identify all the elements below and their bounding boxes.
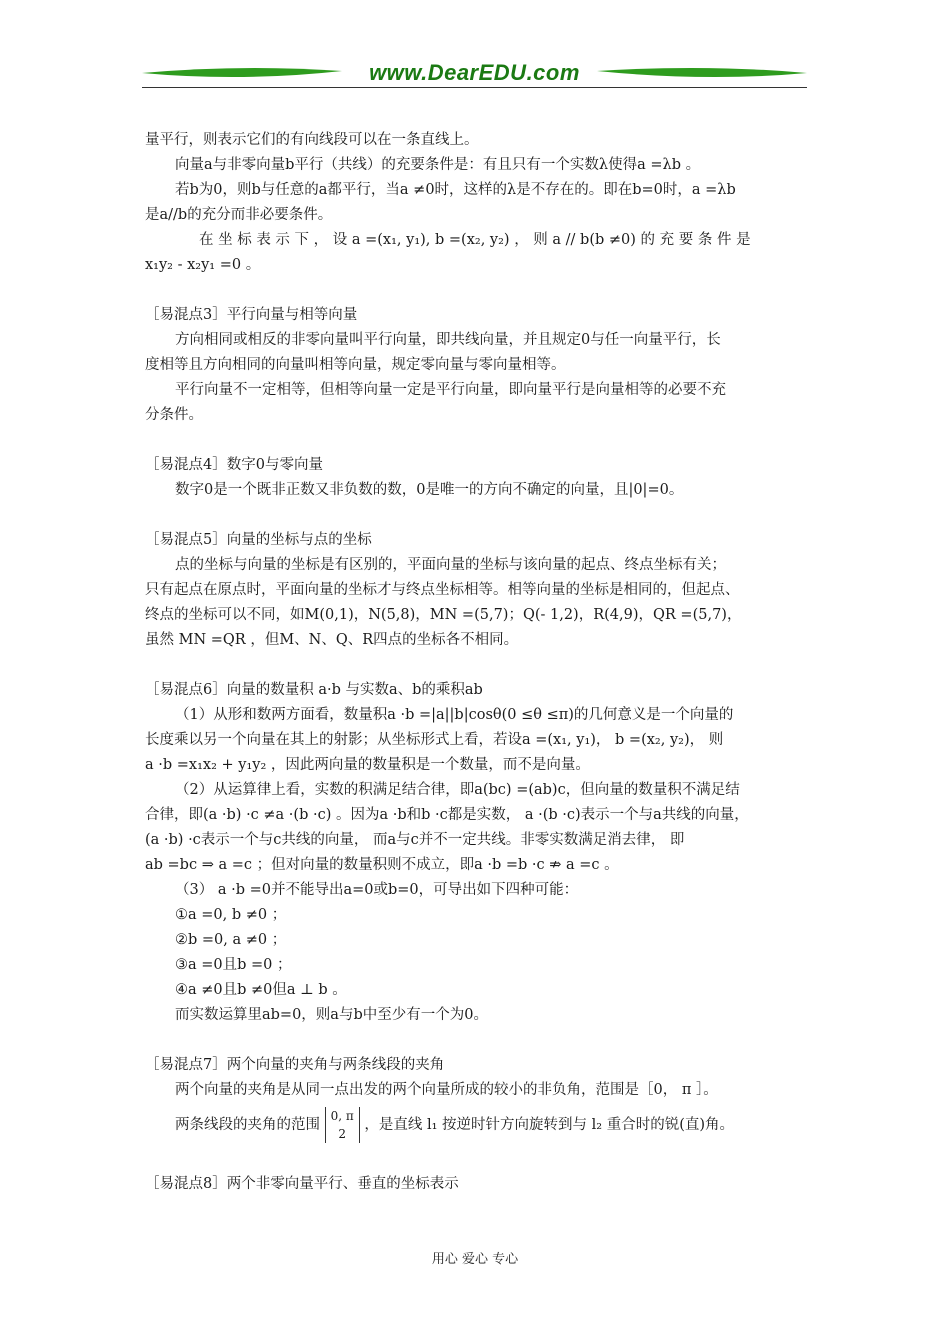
paragraph-line: 点的坐标与向量的坐标是有区别的，平面向量的坐标与该向量的起点、终点坐标有关； — [175, 557, 726, 573]
header-rule — [142, 87, 807, 88]
page-footer: 用心 爱心 专心 — [431, 1252, 519, 1267]
paragraph-line: 合律，即(a ·b) ·c ≠a ·(b ·c) 。因为a ·b和b ·c都是实数， a ·(b ·c)表示一个与a共线的向量， — [145, 807, 749, 823]
paragraph-line: 方向相同或相反的非零向量叫平行向量，即共线向量，并且规定0与任一向量平行，长 — [175, 332, 721, 348]
paragraph-line: 两个向量的夹角是从同一点出发的两个向量所成的较小的非负角，范围是［0， π ］。 — [175, 1082, 718, 1098]
paragraph-line: 分条件。 — [145, 407, 203, 423]
list-item: ②b =0, a ≠0 ； — [175, 932, 287, 948]
paragraph-line: 若b为0，则b与任意的a都平行，当a ≠0时，这样的λ是不存在的。即在b=0时，a =λb — [175, 182, 736, 198]
paragraph-line: 只有起点在原点时，平面向量的坐标才与终点坐标相等。相等向量的坐标是相同的，但起点、 — [145, 582, 740, 598]
range-text-cont: ，是直线 l₁ 按逆时针方向旋转到与 l₂ 重合时的锐(直)角。 — [364, 1117, 735, 1133]
paragraph-line: （2）从运算律上看，实数的积满足结合律，即a(bc) =(ab)c，但向量的数量积不满足结 — [175, 782, 740, 798]
paragraph-line: 度相等且方向相同的向量叫相等向量，规定零向量与零向量相等。 — [145, 357, 566, 373]
list-item: ④a ≠0且b ≠0但a ⊥ b 。 — [175, 982, 347, 998]
paragraph-line — [145, 1103, 807, 1147]
paragraph-line: 是a//b的充分而非必要条件。 — [145, 207, 333, 223]
leaf-decoration-left — [142, 66, 342, 80]
list-item: ①a =0, b ≠0 ； — [175, 907, 287, 923]
paragraph-line: (a ·b) ·c表示一个与c共线的向量， 而a与c并不一定共线。非零实数满足消去律， 即 — [145, 832, 685, 848]
paragraph-line: 向量a与非零向量b平行（共线）的充要条件是：有且只有一个实数λ使得a =λb 。 — [175, 157, 701, 173]
document-body — [145, 128, 807, 1197]
section-heading: ［易混点7］两个向量的夹角与两条线段的夹角 — [145, 1057, 445, 1073]
section-heading: ［易混点5］向量的坐标与点的坐标 — [145, 532, 372, 548]
paragraph-line: ab =bc ⇒ a =c ；但对向量的数量积则不成立，即a ·b =b ·c ⇏ a =c 。 — [145, 857, 619, 873]
site-logo: www.DearEDU.com — [369, 60, 580, 85]
leaf-decoration-right — [597, 66, 807, 80]
paragraph-line: （3） a ·b =0并不能导出a=0或b=0，可导出如下四种可能： — [175, 882, 579, 898]
page-header — [142, 62, 807, 94]
paragraph-line: 长度乘以另一个向量在其上的射影；从坐标形式上看，若设a =(x₁, y₁)， b =(x₂, y₂)， 则 — [145, 732, 724, 748]
paragraph-line: 虽然 MN =QR ，但M、N、Q、R四点的坐标各不相同。 — [145, 632, 519, 648]
section-heading: ［易混点4］数字0与零向量 — [145, 457, 323, 473]
angle-range-bracket: 0, π 2 — [325, 1107, 360, 1143]
section-heading: ［易混点6］向量的数量积 a·b 与实数a、b的乘积ab — [145, 682, 483, 698]
list-item: ③a =0且b =0 ； — [175, 957, 292, 973]
paragraph-line: a ·b =x₁x₂ + y₁y₂ ，因此两向量的数量积是一个数量，而不是向量。 — [145, 757, 590, 773]
paragraph-line: （1）从形和数两方面看，数量积a ·b =|a||b|cosθ(0 ≤θ ≤π)的几何意义是一个向量的 — [175, 707, 734, 723]
paragraph-line: 平行向量不一定相等，但相等向量一定是平行向量，即向量平行是向量相等的必要不充 — [175, 382, 726, 398]
paragraph-line: 在 坐 标 表 示 下 ， 设 a =(x₁, y₁), b =(x₂, y₂) ， 则 a // b(b ≠0) 的 充 要 条 件 是 — [199, 232, 751, 248]
section-heading: ［易混点8］两个非零向量平行、垂直的坐标表示 — [145, 1176, 459, 1192]
paragraph-line: 而实数运算里ab=0，则a与b中至少有一个为0。 — [175, 1007, 488, 1023]
paragraph-line: 终点的坐标可以不同，如M(0,1)，N(5,8)，MN =(5,7)；Q(- 1,2)，R(4,9)，QR =(5,7)， — [145, 607, 742, 623]
paragraph-line: 数字0是一个既非正数又非负数的数，0是唯一的方向不确定的向量，且|0|=0。 — [175, 482, 684, 498]
paragraph-line: 量平行，则表示它们的有向线段可以在一条直线上。 — [145, 132, 479, 148]
paragraph-line: x₁y₂ - x₂y₁ =0 。 — [145, 257, 261, 273]
range-text: 两条线段的夹角的范围 — [175, 1117, 320, 1133]
section-heading: ［易混点3］平行向量与相等向量 — [145, 307, 358, 323]
